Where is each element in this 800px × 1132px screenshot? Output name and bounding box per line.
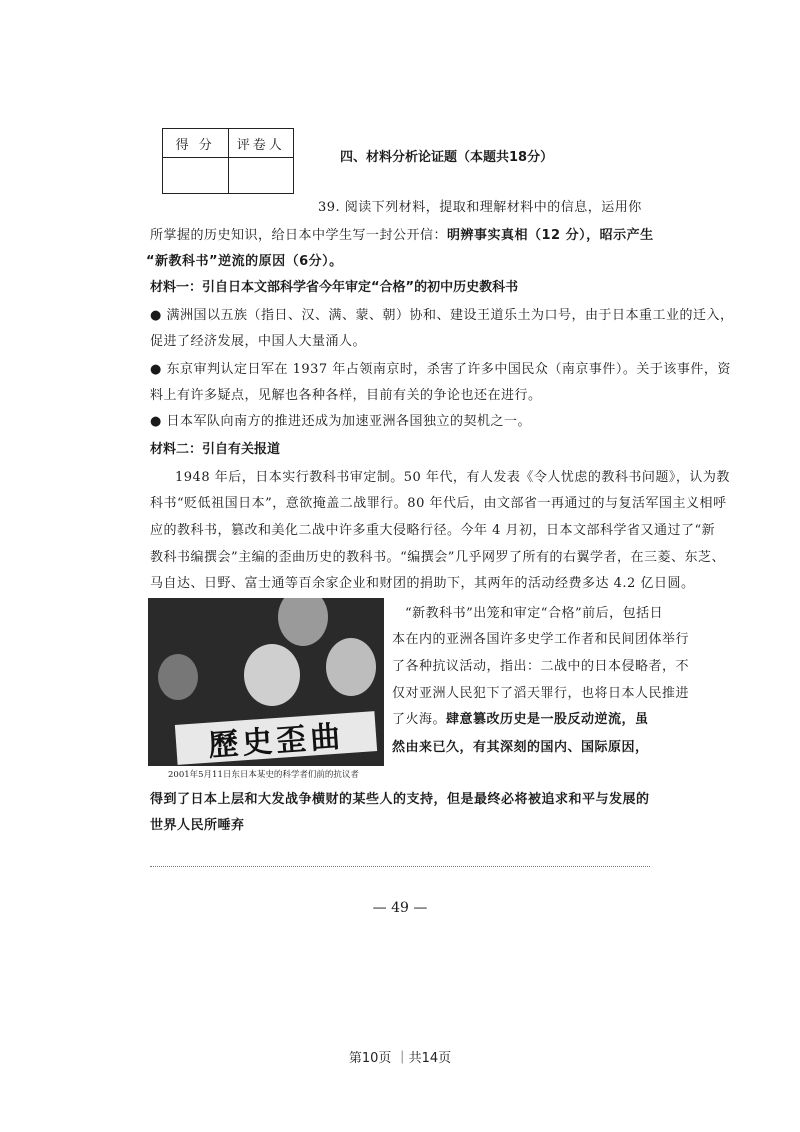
question-line-1: 39. 阅读下列材料，提取和理解材料中的信息，运用你: [318, 200, 642, 215]
grader-cell: [228, 158, 294, 194]
photo-figure-1: [278, 598, 328, 646]
material2-heading: 材料二：引自有关报道: [150, 442, 281, 457]
material2-p1-line3: 应的教科书，篡改和美化二战中许多重大侵略行径。今年 4 月初，日本文部科学省又通过了“新: [150, 523, 716, 538]
material2-p1-line5: 马自达、日野、富士通等百余家企业和财团的捐助下，其两年的活动经费多达 4.2 亿日圆。: [150, 576, 695, 591]
material1-bullet1-line2: 促进了经济发展，中国人大量涌人。: [150, 334, 367, 349]
material2-p1-line1: 1948 年后，日本实行教科书审定制。50 年代，有人发表《令人忧虑的教科书问题》，认为教: [175, 470, 730, 485]
material1-bullet3: ● 日本军队向南方的推进还成为加速亚洲各国独立的契机之一。: [150, 414, 531, 429]
material2-p2-line2: 本在内的亚洲各国许多史学工作者和民间团体举行: [392, 632, 690, 647]
material2-p2-line5-plain: 了火海。: [392, 712, 447, 727]
material1-bullet2-line2: 料上有许多疑点，见解也各种各样，目前有关的争论也还在进行。: [150, 388, 542, 403]
material2-p2-line7: 得到了日本上层和大发战争横财的某些人的支持，但是最终必将被追求和平与发展的: [150, 792, 650, 807]
material2-p2-line1: “新教科书”出笼和审定“合格”前后，包括日: [405, 606, 664, 621]
material2-p2-line3: 了各种抗议活动，指出：二战中的日本侵略者，不: [392, 659, 690, 674]
question-task-bold: 明辨事实真相（12 分），昭示产生: [447, 228, 654, 243]
score-header: 得 分: [163, 129, 229, 158]
photo-figure-2: [244, 644, 300, 706]
material2-p2-line5: [392, 708, 649, 727]
material2-p2-line8: 世界人民所唾弃: [150, 818, 245, 833]
score-cell: [163, 158, 229, 194]
question-line-2-plain: 所掌握的历史知识，给日本中学生写一封公开信：: [150, 228, 448, 243]
material2-p2-line5-bold: 肆意篡改历史是一股反动逆流，虽: [446, 712, 649, 727]
material2-p1-line2: 科书“贬低祖国日本”，意欲掩盖二战罪行。80 年代后，由文部省一再通过的与复活军国主义相呼: [150, 496, 727, 511]
material2-p2-line4: 仅对亚洲人民犯下了滔天罪行，也将日本人民推进: [392, 686, 690, 701]
question-line-3: “新教科书”逆流的原因（6分）。: [146, 254, 343, 269]
dotted-divider: [150, 866, 650, 867]
page-footer: 第10页 ｜共14页: [348, 1051, 452, 1066]
photo-caption: 2001年5月11日东日本某史的科学者们前的抗议者: [168, 770, 359, 780]
material1-bullet2-line1: ● 东京审判认定日军在 1937 年占领南京时，杀害了许多中国民众（南京事件）。关于该事件，资: [150, 362, 731, 377]
score-table: [162, 128, 294, 194]
page-number: — 49 —: [372, 900, 428, 916]
photo-figure-3: [326, 638, 376, 696]
section-title: 四、材料分析论证题（本题共18分）: [340, 150, 554, 165]
material1-bullet1-line1: ● 满洲国以五族（指日、汉、满、蒙、朝）协和、建设王道乐土为口号，由于日本重工业的迁入，: [150, 308, 734, 323]
material2-p1-line4: 教科书编撰会”主编的歪曲历史的教科书。“编撰会”几乎网罗了所有的右翼学者，在三菱、东芝、: [150, 550, 725, 565]
protest-photo: [148, 598, 384, 766]
material2-p2-line6: 然由来已久，有其深刻的国内、国际原因，: [392, 740, 649, 755]
question-line-2: [150, 224, 654, 243]
material1-heading: 材料一：引自日本文部科学省今年审定“合格”的初中历史教科书: [150, 280, 519, 295]
photo-figure-4: [158, 654, 198, 700]
grader-header: 评卷人: [228, 129, 294, 158]
photo-banner: 歷史歪曲: [175, 711, 377, 765]
